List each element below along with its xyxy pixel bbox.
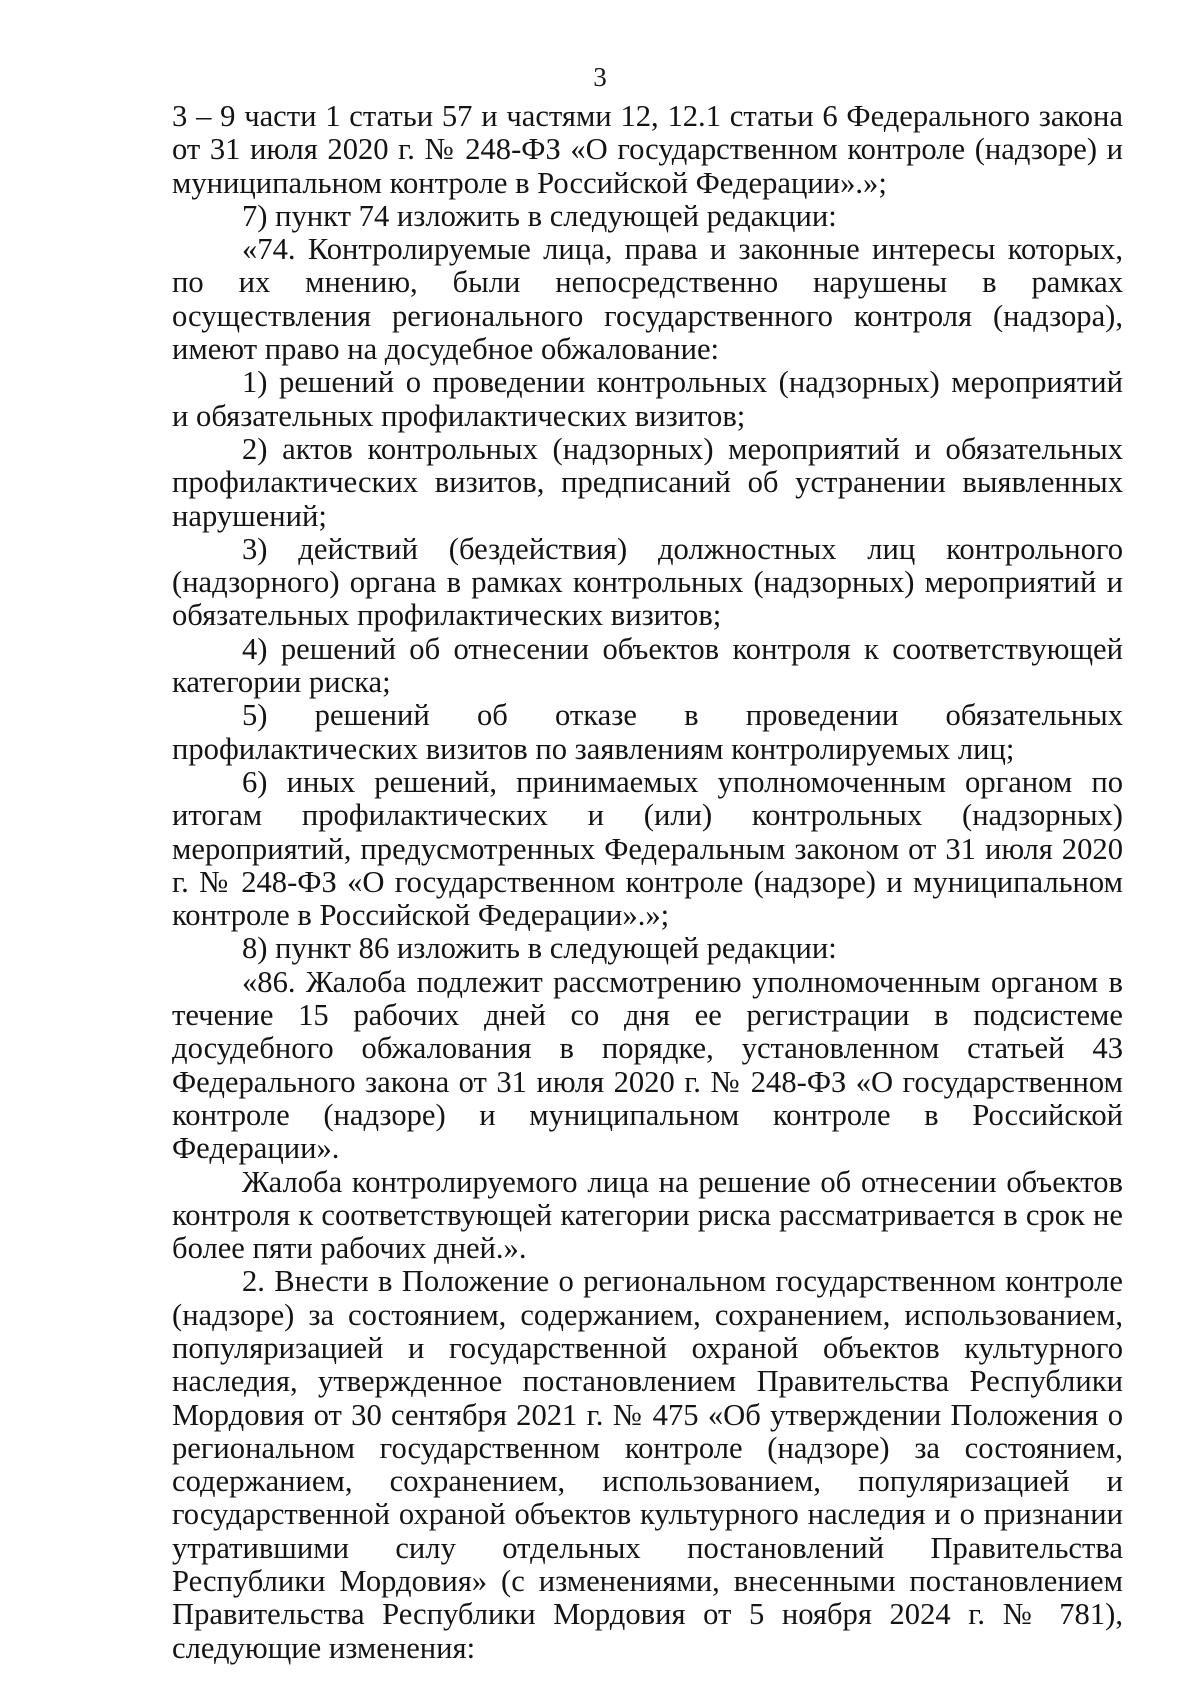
list-item: 1) решений о проведении контрольных (надзорных) мероприятий и обязательных профилактических визитов; [172, 365, 1123, 433]
list-item: 3) действий (бездействия) должностных лиц контрольного (надзорного) органа в рамках контрольных (надзорных) мероприятий и обязательных профилактических визитов; [172, 531, 1123, 633]
paragraph: 2. Внести в Положение о региональном государственном контроле (надзоре) за состоянием, содержанием, сохранением, использованием, популяризацией и государственной охраной объектов культурного наследия, утвержденное постановлением Правительства Республики Мордовия от 30 сентября 2021 г. № 475 «Об утверждении Положения о региональном государственном контроле (надзоре) за состоянием, содержанием, сохранением, использованием, популяризацией и государственной охраной объектов культурного наследия и о признании утратившими силу отдельных постановлений Правительства Республики Мордовия» (с изменениями, внесенными постановлением Правительства Республики Мордовия от 5 ноября 2024 г. № 781), следующие изменения: [172, 1264, 1123, 1665]
paragraph: 3 – 9 части 1 статьи 57 и частями 12, 12.1 статьи 6 Федерального закона от 31 июля 2020 г. № 248-ФЗ «О государственном контроле (надзоре) и муниципальном контроле в Российской Федерации».»; [172, 99, 1123, 200]
list-item: 5) решений об отказе в проведении обязательных профилактических визитов по заявлениям контролируемых лиц; [172, 698, 1123, 766]
paragraph: «74. Контролируемые лица, права и законные интересы которых, по их мнению, были непосредственно нарушены в рамках осуществления регионального государственного контроля (надзора), имеют право на досудебное обжалование: [172, 232, 1123, 367]
page-number: 3 [593, 62, 607, 92]
paragraph: «86. Жалоба подлежит рассмотрению уполномоченным органом в течение 15 рабочих дней со дня ее регистрации в подсистеме досудебного обжалования в порядке, установленном статьей 43 Федерального закона от 31 июля 2020 г. № 248-ФЗ «О государственном контроле (надзоре) и муниципальном контроле в Российской Федерации». [172, 964, 1123, 1166]
paragraph: 8) пункт 86 изложить в следующей редакции: [242, 931, 837, 966]
document-body [172, 100, 1123, 1665]
list-item: 6) иных решений, принимаемых уполномоченным органом по итогам профилактических и (или) контрольных (надзорных) мероприятий, предусмотренных Федеральным законом от 31 июля 2020 г. № 248-ФЗ «О государственном контроле (надзоре) и муниципальном контроле в Российской Федерации».»; [172, 764, 1123, 933]
paragraph: Жалоба контролируемого лица на решение об отнесении объектов контроля к соответствующей категории риска рассматривается в срок не более пяти рабочих дней.». [172, 1164, 1123, 1266]
list-item: 2) актов контрольных (надзорных) мероприятий и обязательных профилактических визитов, предписаний об устранении выявленных нарушений; [172, 431, 1123, 533]
paragraph: 7) пункт 74 изложить в следующей редакции: [242, 198, 837, 233]
list-item: 4) решений об отнесении объектов контроля к соответствующей категории риска; [172, 631, 1123, 700]
